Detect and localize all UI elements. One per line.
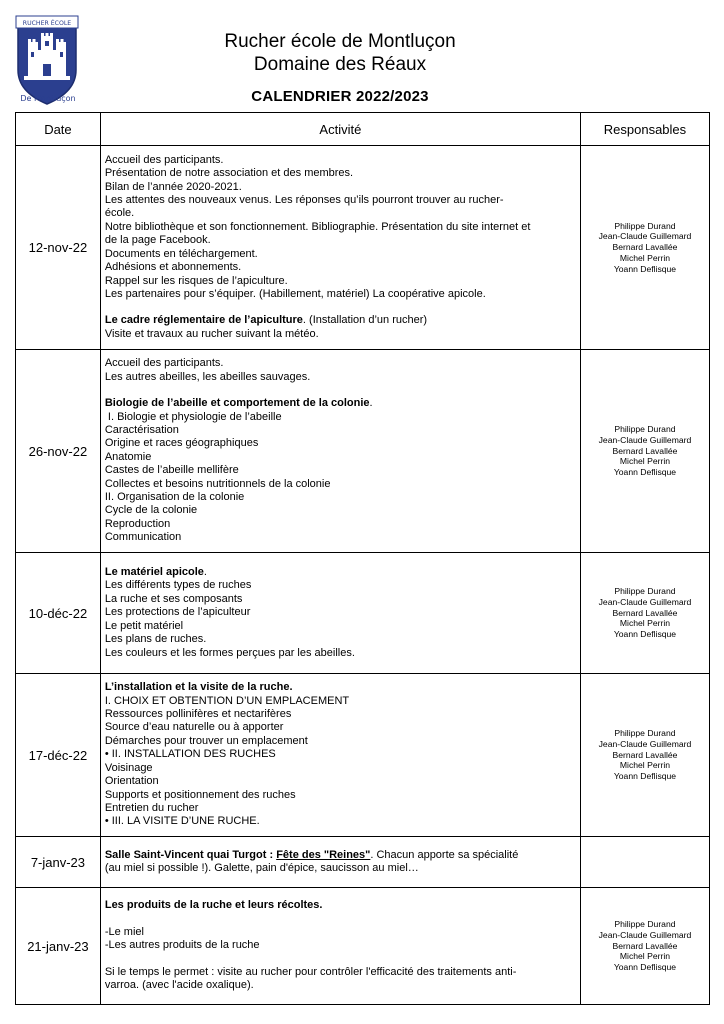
row-activity	[100, 146, 580, 350]
activity-line: Les couleurs et les formes perçues par les abeilles.	[104, 646, 355, 659]
header-responsables: Responsables	[580, 113, 709, 146]
responsable-name: Michel Perrin	[619, 951, 671, 962]
activity-line: Entretien du rucher	[104, 801, 199, 814]
activity-line: Les autres abeilles, les abeilles sauvages.	[104, 370, 311, 383]
activity-line: (au miel si possible !). Galette, pain d'épice, saucisson au miel…	[104, 862, 419, 874]
activity-line: Anatomie	[104, 450, 152, 463]
activity-line: Les attentes des nouveaux venus. Les réponses qu’ils pourront trouver au rucher-	[104, 194, 504, 207]
responsable-name: Jean-Claude Guillemard	[598, 738, 692, 749]
responsable-name: Philippe Durand	[614, 728, 676, 739]
activity-line: Le petit matériel	[104, 619, 184, 632]
activity-line: varroa. (avec l'acide oxalique).	[104, 979, 254, 992]
activity-bold-title: Les produits de la ruche et leurs récoltes.	[104, 899, 323, 912]
activity-bold-part: Salle Saint-Vincent quai Turgot :	[104, 848, 277, 861]
row-activity	[100, 350, 580, 553]
activity-line: Collectes et besoins nutritionnels de la colonie	[104, 477, 331, 490]
table-row	[16, 350, 710, 553]
activity-title-suffix: .	[203, 566, 207, 579]
row-date: 21-janv-23	[16, 888, 101, 1005]
activity-line: -Le miel	[104, 925, 144, 938]
activity-line: Les plans de ruches.	[104, 633, 207, 646]
activity-line: La ruche et ses composants	[104, 592, 243, 605]
activity-line: Caractérisation	[104, 423, 179, 436]
activity-bold-title: Le matériel apicole	[104, 566, 204, 579]
activity-line: Notre bibliothèque et son fonctionnement. Bibliographie. Présentation du site internet et	[104, 220, 531, 233]
activity-line: Voisinage	[104, 761, 153, 774]
row-responsables	[580, 674, 709, 837]
responsable-name: Yoann Deflisque	[613, 467, 677, 478]
calendar-table	[15, 112, 710, 1005]
activity-line: Les différents types de ruches	[104, 579, 252, 592]
row-responsables	[580, 350, 709, 553]
responsable-name: Michel Perrin	[619, 456, 671, 467]
row-activity	[100, 674, 580, 837]
activity-bold-title: Biologie de l’abeille et comportement de la colonie	[104, 397, 370, 410]
activity-line: Bilan de l’année 2020-2021.	[104, 180, 242, 193]
responsable-name: Michel Perrin	[619, 760, 671, 771]
activity-line: Orientation	[104, 775, 159, 788]
title-line-1: Rucher école de Montluçon	[224, 31, 456, 52]
row-date: 26-nov-22	[16, 350, 101, 553]
responsable-name: Yoann Deflisque	[613, 263, 677, 274]
activity-title-suffix: . (Installation d’un rucher)	[302, 314, 428, 327]
row-date: 10-déc-22	[16, 553, 101, 674]
responsable-name: Bernard Lavallée	[612, 242, 678, 253]
row-activity	[100, 837, 580, 888]
row-responsables	[580, 888, 709, 1005]
activity-line: Origine et races géographiques	[104, 437, 259, 450]
responsable-name: Philippe Durand	[614, 919, 676, 930]
activity-line: Présentation de notre association et des membres.	[104, 167, 354, 180]
activity-line	[105, 566, 574, 579]
responsable-name: Yoann Deflisque	[613, 771, 677, 782]
activity-line	[105, 849, 574, 862]
responsable-name: Bernard Lavallée	[612, 607, 678, 618]
header-activity: Activité	[100, 113, 580, 146]
row-responsables	[580, 837, 709, 888]
activity-line: Adhésions et abonnements.	[104, 261, 242, 274]
table-row	[16, 674, 710, 837]
activity-line: Les partenaires pour s’équiper. (Habillement, matériel) La coopérative apicole.	[104, 287, 486, 300]
activity-line: Source d’eau naturelle ou à apporter	[104, 721, 284, 734]
responsable-name: Yoann Deflisque	[613, 962, 677, 973]
responsable-name: Bernard Lavallée	[612, 445, 678, 456]
activity-line: Communication	[104, 531, 182, 544]
responsable-name: Jean-Claude Guillemard	[598, 231, 692, 242]
responsable-name: Philippe Durand	[614, 424, 676, 435]
responsable-name: Philippe Durand	[614, 586, 676, 597]
activity-line: I. CHOIX ET OBTENTION D’UN EMPLACEMENT	[104, 694, 350, 707]
activity-line: Les protections de l’apiculteur	[104, 606, 251, 619]
row-date: 17-déc-22	[16, 674, 101, 837]
responsable-name: Yoann Deflisque	[613, 629, 677, 640]
activity-line: • III. LA VISITE D’UNE RUCHE.	[104, 815, 260, 828]
logo-banner: RUCHER ÉCOLE	[22, 20, 72, 27]
activity-line: Visite et travaux au rucher suivant la météo.	[104, 327, 319, 340]
activity-line	[105, 397, 574, 410]
responsable-name: Jean-Claude Guillemard	[598, 929, 692, 940]
activity-line	[105, 314, 574, 327]
responsable-name: Bernard Lavallée	[612, 940, 678, 951]
row-activity	[100, 888, 580, 1005]
activity-line: de la page Facebook.	[104, 234, 211, 247]
row-date: 12-nov-22	[16, 146, 101, 350]
activity-line: Si le temps le permet : visite au rucher pour contrôler l'efficacité des traitements anti-	[104, 965, 517, 978]
responsable-name: Jean-Claude Guillemard	[598, 434, 692, 445]
title-line-2: Domaine des Réaux	[253, 54, 427, 75]
activity-line: Rappel sur les risques de l’apiculture.	[104, 274, 288, 287]
logo-caption: De Montluçon	[20, 94, 76, 103]
row-date: 7-janv-23	[16, 837, 101, 888]
event-title: Fête des "Reines"	[276, 848, 371, 861]
responsable-name: Michel Perrin	[619, 618, 671, 629]
activity-bold-title: Le cadre réglementaire de l’apiculture	[104, 314, 303, 327]
row-responsables	[580, 146, 709, 350]
table-row	[16, 837, 710, 888]
table-row	[16, 146, 710, 350]
activity-line: II. Organisation de la colonie	[104, 491, 245, 504]
responsable-name: Jean-Claude Guillemard	[598, 596, 692, 607]
responsable-name: Bernard Lavallée	[612, 749, 678, 760]
activity-title-suffix: .	[369, 397, 373, 410]
calendar-title: CALENDRIER 2022/2023	[251, 88, 429, 105]
responsable-name: Philippe Durand	[614, 220, 676, 231]
activity-line: Supports et positionnement des ruches	[104, 788, 296, 801]
table-header-row	[16, 113, 710, 146]
activity-line: • II. INSTALLATION DES RUCHES	[104, 748, 276, 761]
responsable-name: Michel Perrin	[619, 252, 671, 263]
header-date: Date	[16, 113, 101, 146]
table-row	[16, 888, 710, 1005]
activity-line: -Les autres produits de la ruche	[104, 939, 260, 952]
activity-line: Ressources pollinifères et nectarifères	[104, 708, 292, 721]
activity-after: . Chacun apporte sa spécialité	[370, 848, 519, 861]
row-responsables	[580, 553, 709, 674]
activity-line: Reproduction	[104, 517, 171, 530]
table-row	[16, 553, 710, 674]
activity-line: Accueil des participants.	[104, 357, 224, 370]
activity-line: I. Biologie et physiologie de l’abeille	[104, 410, 282, 423]
activity-line: école.	[104, 207, 135, 220]
activity-line: Accueil des participants.	[104, 153, 224, 166]
activity-line: Cycle de la colonie	[104, 504, 198, 517]
activity-line: Documents en téléchargement.	[104, 247, 258, 260]
activity-line: Démarches pour trouver un emplacement	[104, 734, 308, 747]
document-header	[110, 30, 570, 105]
activity-bold-title: L’installation et la visite de la ruche.	[104, 681, 293, 694]
row-activity	[100, 553, 580, 674]
activity-line: Castes de l’abeille mellifère	[104, 464, 239, 477]
